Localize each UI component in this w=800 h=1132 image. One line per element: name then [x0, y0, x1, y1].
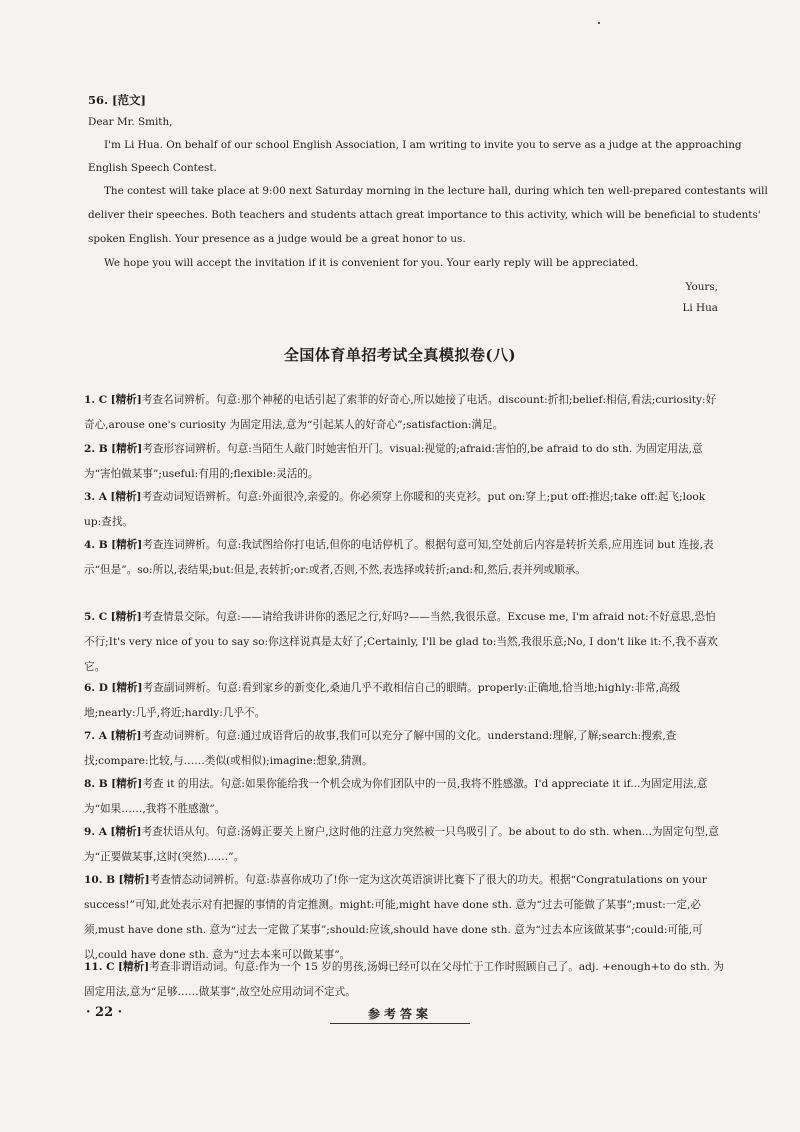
question-item: 11. C [精析]考查非谓语动词。句意:作为一个 15 岁的男孩,汤姆已经可以在父母忙于工作时照顾自己了。adj. +enough+to do sth. 为固定用法,意为“足够……做某事”,故空处应用动词不定式。	[84, 961, 725, 998]
question-item: 5. C [精析]考查情景交际。句意:——请给我讲讲你的悉尼之行,好吗?——当然,我很乐意。Excuse me, I'm afraid not:不好意思,恐怕不行;It's very nice of you to say so:你这样说真是太好了;Certainly, I'll be glad to:当然,我很乐意;No, I don't like it:不,我不喜欢它。	[84, 611, 718, 673]
essay-p2-line1: The contest will take place at 9:00 next Saturday morning in the lecture hall, during which ten well-prepared contestants will	[104, 185, 768, 197]
scan-speck	[598, 22, 600, 24]
question-item: 8. B [精析]考查 it 的用法。句意:如果你能给我一个机会成为你们团队中的一员,我将不胜感激。I'd appreciate it if...为固定用法,意为“如果……,我将不胜感激”。	[84, 778, 708, 815]
essay-closing: Yours,	[685, 281, 718, 293]
page-number: · 22 ·	[86, 1005, 123, 1020]
essay-p1-line2: English Speech Contest.	[88, 162, 217, 174]
essay-p2-line2: deliver their speeches. Both teachers and students attach great importance to this activity, which will be beneficial to students'	[88, 209, 761, 221]
question-item: 4. B [精析]考查连词辨析。句意:我试图给你打电话,但你的电话停机了。根据句意可知,空处前后内容是转折关系,应用连词 but 连接,表示“但是”。so:所以,表结果;but:但是,表转折;or:或者,否则,不然,表选择或转折;and:和,然后,表并列或顺承。	[84, 539, 714, 576]
essay-greeting: Dear Mr. Smith,	[88, 116, 173, 128]
essay-p3: We hope you will accept the invitation if it is convenient for you. Your early reply will be appreciated.	[104, 257, 639, 269]
essay-p2-line3: spoken English. Your presence as a judge would be a great honor to us.	[88, 233, 466, 245]
footer-label: 参考答案	[367, 1007, 432, 1021]
question-item: 2. B [精析]考查形容词辨析。句意:当陌生人敲门时她害怕开门。visual:视觉的;afraid:害怕的,be afraid to do sth. 为固定用法,意为“害怕做某事”;useful:有用的;flexible:灵活的。	[84, 443, 703, 480]
essay-signature: Li Hua	[682, 302, 718, 314]
essay-p1-line1: I'm Li Hua. On behalf of our school English Association, I am writing to invite you to serve as a judge at the approaching	[104, 139, 742, 151]
footer-rule	[330, 1023, 470, 1024]
essay-heading: 56. [范文]	[88, 93, 146, 107]
question-item: 9. A [精析]考查状语从句。句意:汤姆正要关上窗户,这时他的注意力突然被一只鸟吸引了。be about to do sth. when...为固定句型,意为“正要做某事,这时(突然)……”。	[84, 826, 719, 863]
question-item: 6. D [精析]考查副词辨析。句意:看到家乡的新变化,桑迪几乎不敢相信自己的眼睛。properly:正确地,恰当地;highly:非常,高级地;nearly:几乎,将近;hardly:几乎不。	[84, 682, 681, 719]
question-item: 3. A [精析]考查动词短语辨析。句意:外面很冷,亲爱的。你必须穿上你暖和的夹克衫。put on:穿上;put off:推迟;take off:起飞;look up:查找。	[84, 491, 706, 528]
question-item: 10. B [精析]考查情态动词辨析。句意:恭喜你成功了!你一定为这次英语演讲比赛下了很大的功夫。根据“Congratulations on your success!”可知,此处表示对有把握的事情的肯定推测。might:可能,might have done sth. 意为“过去可能做了某事”;must:一定,必须,must have done sth. 意为“过去一定做了某事”;should:应该,should have done sth. 意为“过去本应该做某事”;could:可能,可以,could have done sth. 意为“过去本来可以做某事”。	[84, 874, 707, 961]
section-title: 全国体育单招考试全真模拟卷(八)	[283, 346, 517, 364]
question-item: 1. C [精析]考查名词辨析。句意:那个神秘的电话引起了索菲的好奇心,所以她接了电话。discount:折扣;belief:相信,看法;curiosity:好奇心,arouse one's curiosity 为固定用法,意为“引起某人的好奇心”;satisfaction:满足。	[84, 394, 717, 431]
question-item: 7. A [精析]考查动词辨析。句意:通过成语背后的故事,我们可以充分了解中国的文化。understand:理解,了解;search:搜索,查找;compare:比较,与……类似(或相似);imagine:想象,猜测。	[84, 730, 677, 767]
